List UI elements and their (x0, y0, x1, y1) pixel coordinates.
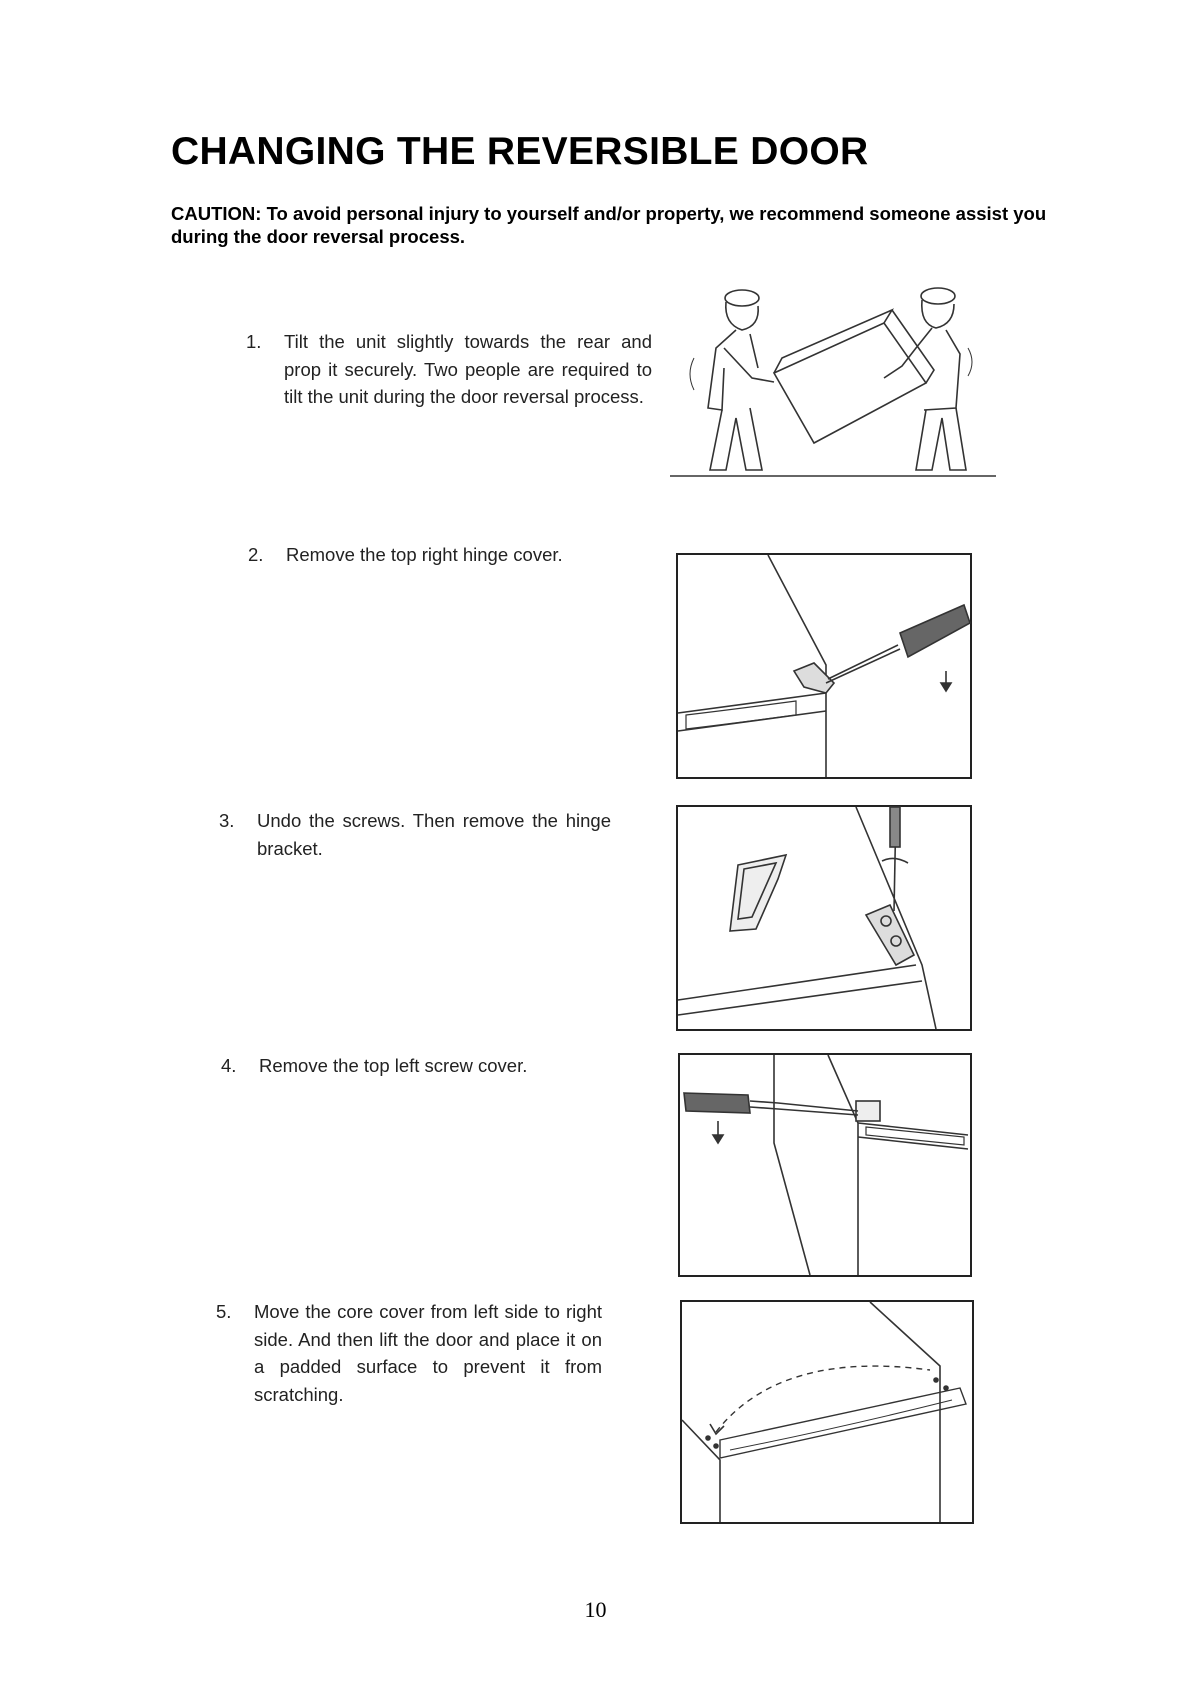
illustration-undo-screws-remove-hinge-bracket (676, 805, 972, 1031)
caution-note: CAUTION: To avoid personal injury to yourself and/or property, we recommend someone assist you during the door reversal process. (171, 203, 1047, 247)
step-text: Undo the screws. Then remove the hinge bracket. (257, 810, 611, 859)
step-text: Remove the top right hinge cover. (286, 544, 563, 565)
step-number: 3. (219, 810, 235, 831)
step-4 (221, 1052, 611, 1082)
step-number: 2. (248, 544, 264, 565)
step-1 (246, 328, 652, 448)
step-number: 5. (216, 1301, 232, 1322)
illustration-move-core-cover (680, 1300, 974, 1524)
step-text: Tilt the unit slightly towards the rear and prop it securely. Two people are required to tilt the unit during the door reversal process. (284, 331, 652, 407)
step-text: Move the core cover from left side to right side. And then lift the door and place it on a padded surface to prevent it from scratching. (254, 1301, 602, 1405)
page-number: 10 (584, 1597, 607, 1622)
step-3 (219, 807, 611, 867)
step-number: 4. (221, 1055, 237, 1076)
page-title: CHANGING THE REVERSIBLE DOOR (171, 130, 869, 173)
illustration-remove-top-left-screw-cover (678, 1053, 972, 1277)
illustration-two-people-tilting-unit (664, 278, 998, 480)
step-2 (248, 541, 618, 571)
step-text: Remove the top left screw cover. (259, 1055, 528, 1076)
illustration-remove-top-right-hinge-cover (676, 553, 972, 779)
step-number: 1. (246, 331, 262, 352)
step-5 (216, 1298, 602, 1418)
